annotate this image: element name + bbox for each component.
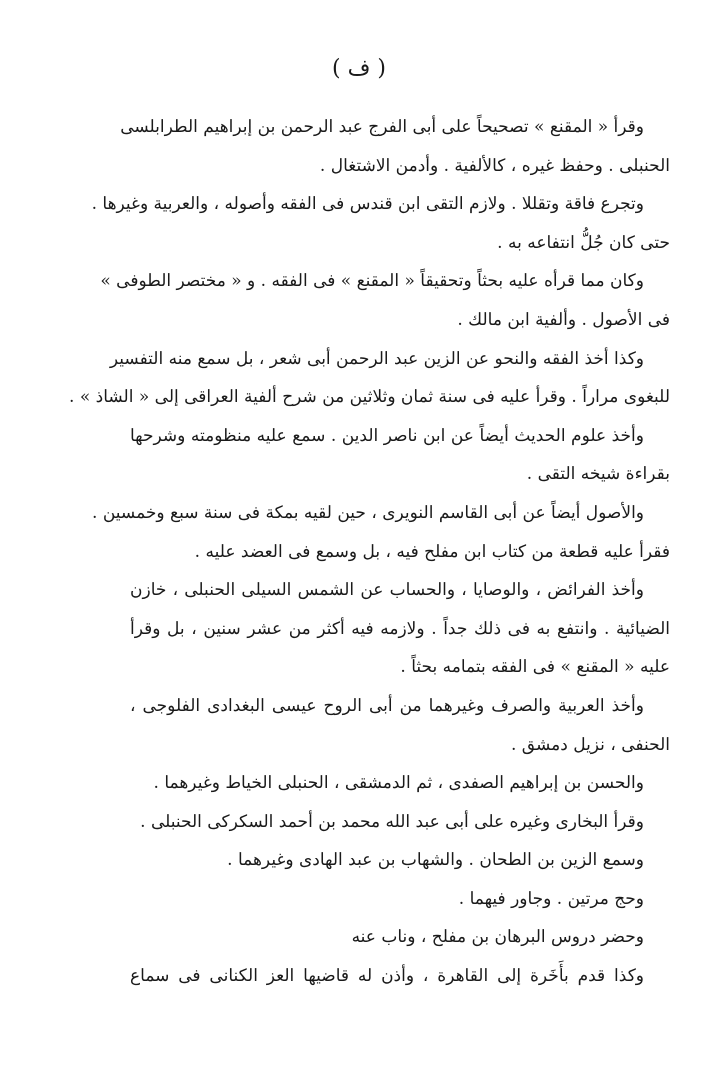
text-line: وسمع الزين بن الطحان . والشهاب بن عبد الهادى وغيرهما . <box>227 850 644 871</box>
text-line: الحنفى ، نزيل دمشق . <box>510 734 670 755</box>
text-line: وكذا قدم بأَخَرة إلى القاهرة ، وأذن له قاضيها العز الكنانى فى سماع <box>130 966 644 987</box>
text-line: وحضر دروس البرهان بن مفلح ، وناب عنه <box>351 927 644 948</box>
text-line: بقراءة شيخه التقى . <box>526 464 670 485</box>
text-line: وكذا أخذ الفقه والنحو عن الزين عبد الرحمن أبى شعر ، بل سمع منه التفسير <box>109 348 644 369</box>
text-line: وقرأ « المقنع » تصحيحاً على أبى الفرج عبد الرحمن بن إبراهيم الطرابلسى <box>120 117 644 137</box>
text-line: حتى كان جُلُّ انتفاعه به . <box>497 232 670 253</box>
text-line: للبغوى مراراً . وقرأ عليه فى سنة ثمان وثلاثين من شرح ألفية العراقى إلى « الشاذ » . <box>69 387 670 408</box>
text-line: والحسن بن إبراهيم الصفدى ، ثم الدمشقى ، الحنبلى الخياط وغيرهما . <box>153 773 644 794</box>
text-line: وأخذ الفرائض ، والوصايا ، والحساب عن الشمس السيلى الحنبلى ، خازن <box>130 580 644 601</box>
text-line: وكان مما قرأه عليه بحثاً وتحقيقاً « المقنع » فى الفقه . و « مختصر الطوفى » <box>100 271 644 292</box>
text-line: وأخذ العربية والصرف وغيرهما من أبى الروح عيسى البغدادى الفلوجى ، <box>130 695 644 716</box>
page-number: ( ف ) <box>332 56 386 81</box>
text-line: وتجرع فاقة وتقللا . ولازم التقى ابن قندس فى الفقه وأصوله ، والعربية وغيرها . <box>91 194 644 215</box>
text-line: فقرأ عليه قطعة من كتاب ابن مفلح فيه ، بل وسمع فى العضد عليه . <box>194 541 670 562</box>
text-line: والأصول أيضاً عن أبى القاسم النويرى ، حين لقيه بمكة فى سنة سبع وخمسين . <box>92 502 644 523</box>
text-line: عليه « المقنع » فى الفقه بتمامه بحثاً . <box>400 657 670 678</box>
text-line: الحنبلى . وحفظ غيره ، كالألفية . وأدمن الاشتغال . <box>319 155 670 176</box>
text-line: وحج مرتين . وجاور فيهما . <box>458 888 644 909</box>
body-text <box>69 108 670 996</box>
text-line: الضيائية . وانتفع به فى ذلك جداً . ولازمه فيه أكثر من عشر سنين ، بل وقرأ <box>130 618 670 639</box>
text-line: فى الأصول . وألفية ابن مالك . <box>457 309 670 330</box>
text-line: وأخذ علوم الحديث أيضاً عن ابن ناصر الدين . سمع عليه منظومته وشرحها <box>130 425 644 446</box>
text-line: وقرأ البخارى وغيره على أبى عبد الله محمد بن أحمد السكركى الحنبلى . <box>140 811 644 832</box>
